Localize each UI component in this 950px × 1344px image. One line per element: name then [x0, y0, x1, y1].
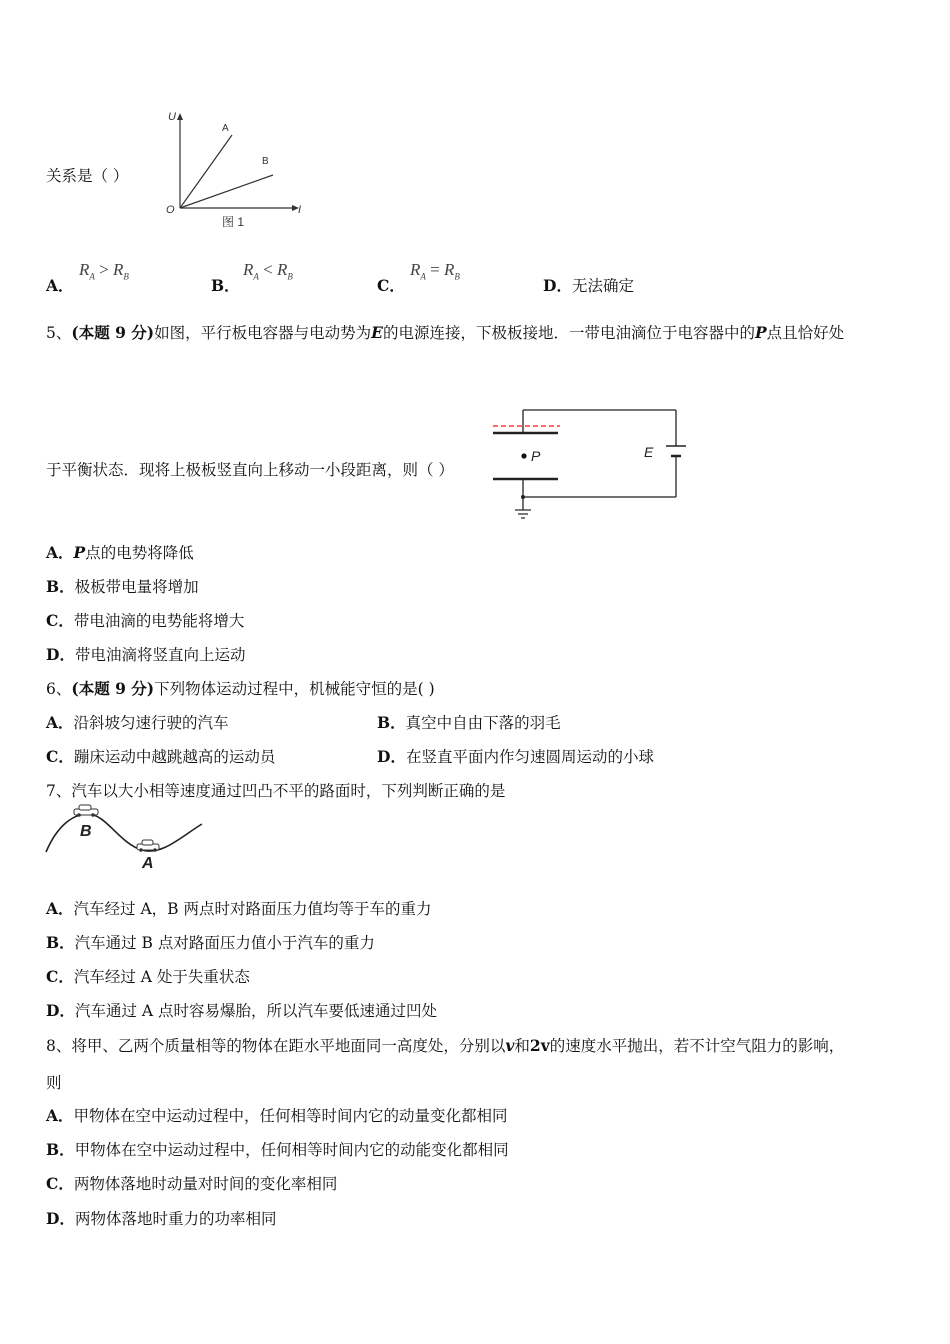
- q5-stem-line1: 5、(本题 9 分)如图，平行板电容器与电动势为E的电源连接，下极板接地．一带电油滴位于电容器中的P点且恰好处: [46, 323, 845, 342]
- q8-option-c: C．两物体落地时动量对时间的变化率相同: [46, 1174, 338, 1193]
- q4-ui-graph: [160, 105, 310, 235]
- q4-option-b: B．: [211, 276, 240, 295]
- q8-option-b: B．甲物体在空中运动过程中，任何相等时间内它的动能变化都相同: [46, 1140, 509, 1159]
- oil-drop: [521, 453, 526, 458]
- q7-option-d: D．汽车通过 A 点时容易爆胎，所以汽车要低速通过凹处: [46, 1001, 438, 1020]
- q4-option-b-formula: $R_A < R_B$: [243, 260, 293, 282]
- q8-stem-line2: 则: [46, 1074, 62, 1092]
- origin-label: O: [166, 204, 175, 216]
- line-b: [180, 175, 273, 208]
- q7-road-figure: [42, 804, 207, 874]
- q4-option-a: A．: [46, 276, 74, 295]
- road-curve: [46, 814, 202, 852]
- point-p-label: P: [531, 448, 541, 464]
- q5-stem-line2: 于平衡状态．现将上极板竖直向上移动一小段距离，则（ ）: [46, 461, 454, 479]
- q4-option-c-formula: $R_A = R_B$: [410, 260, 460, 282]
- q6-option-a: A．沿斜坡匀速行驶的汽车: [46, 713, 229, 732]
- q4-option-d: D．无法确定: [543, 276, 634, 295]
- q7-stem: 7、汽车以大小相等速度通过凹凸不平的路面时，下列判断正确的是: [46, 782, 506, 800]
- line-a: [180, 135, 232, 208]
- q7-option-c: C．汽车经过 A 处于失重状态: [46, 967, 250, 986]
- q8-option-a: A．甲物体在空中运动过程中，任何相等时间内它的动量变化都相同: [46, 1106, 508, 1125]
- q6-stem: 6、(本题 9 分)下列物体运动过程中，机械能守恒的是( ): [46, 679, 435, 698]
- q7-option-a: A．汽车经过 A，B 两点时对路面压力值均等于车的重力: [46, 899, 432, 918]
- q4-stem-tail: 关系是（ ）: [46, 167, 129, 185]
- line-a-label: A: [222, 123, 229, 134]
- car-at-a-icon: [137, 840, 159, 852]
- q4-option-a-formula: $R_A > R_B$: [79, 260, 129, 282]
- x-axis-label: I: [298, 204, 302, 216]
- q8-option-d: D．两物体落地时重力的功率相同: [46, 1209, 277, 1228]
- point-a-label: A: [142, 855, 154, 872]
- q4-option-c: C．: [377, 276, 405, 295]
- point-b-label: B: [80, 823, 92, 840]
- y-axis-label: U: [168, 111, 176, 123]
- q5-option-a: A．P点的电势将降低: [46, 543, 194, 562]
- q5-capacitor-circuit: [488, 400, 698, 525]
- graph-caption: 图 1: [222, 215, 245, 229]
- q6-option-d: D．在竖直平面内作匀速圆周运动的小球: [377, 747, 654, 766]
- line-b-label: B: [262, 156, 269, 167]
- q6-option-b: B．真空中自由下落的羽毛: [377, 713, 561, 732]
- q6-option-c: C．蹦床运动中越跳越高的运动员: [46, 747, 276, 766]
- car-at-b-icon: [74, 805, 98, 817]
- q5-option-c: C．带电油滴的电势能将增大: [46, 611, 245, 630]
- q5-option-b: B．极板带电量将增加: [46, 577, 199, 596]
- q8-stem-line1: 8、将甲、乙两个质量相等的物体在距水平地面同一高度处，分别以v和2v的速度水平抛出，若不计空气阻力的影响，: [46, 1036, 845, 1055]
- source-e-label: E: [644, 444, 654, 460]
- q5-option-d: D．带电油滴将竖直向上运动: [46, 645, 246, 664]
- q7-option-b: B．汽车通过 B 点对路面压力值小于汽车的重力: [46, 933, 375, 952]
